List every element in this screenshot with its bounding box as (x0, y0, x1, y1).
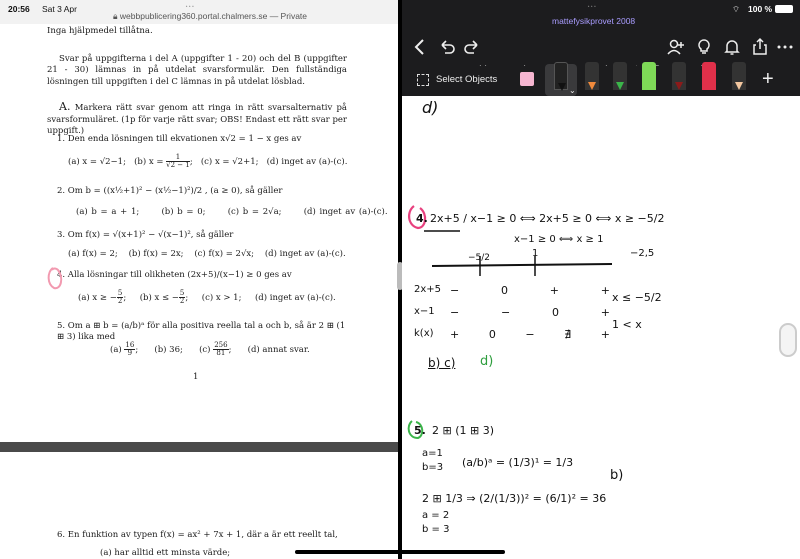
sign-cell: − (450, 284, 460, 297)
q2-options (76, 207, 388, 218)
sign-cell: − (501, 306, 511, 319)
ink-value-minus-2-5: −2,5 (630, 248, 655, 259)
ink-b3-second: b = 3 (422, 524, 450, 535)
pdf-page-1 (0, 24, 398, 442)
lightbulb-icon[interactable] (694, 37, 714, 57)
lock-icon: 🔒︎ (112, 11, 118, 21)
q4-option-d: (d) inget av (a)-(c). (254, 293, 336, 303)
ink-a2: a = 2 (422, 510, 450, 521)
sign-cell: + (600, 284, 610, 297)
number-line (432, 264, 612, 266)
lasso-select-icon[interactable] (417, 74, 429, 86)
q2-option-c: (c) b = 2√a; (227, 207, 282, 217)
add-pen-icon[interactable]: + (762, 68, 774, 90)
sign-cell: 0 (552, 306, 559, 319)
q1-option-a: (a) x = √2−1; (68, 157, 126, 167)
pdf-line-helper: Inga hjälpmedel tillåtna. (47, 26, 153, 36)
question-3: 3. Om f(x) = √(x+1)² − √(x−1)², så gäller (57, 230, 234, 240)
pen-black[interactable] (554, 62, 568, 90)
onenote-canvas[interactable] (402, 96, 800, 559)
ink-calc-2: 2 ⊞ 1/3 ⇒ (2/(1/3))² = (6/1)² = 36 (422, 492, 607, 505)
canvas-scroll-handle[interactable] (779, 323, 797, 357)
pdf-intro: Svar på uppgifterna i del A (uppgifter 1 - 20) och del B (uppgifter 21 - 30) lämnas in på utdelat svarsformulär. Den fullständiga lösningen till uppgiften i del C lämnas in på utdelat lösblad. (47, 54, 347, 87)
ink-d-green: d) (480, 354, 494, 369)
chevron-down-icon[interactable]: ⌄ (569, 86, 576, 95)
status-date: Sat 3 Apr (42, 4, 77, 14)
q4-options: (a) x ≥ − $\frac{5}{2}$ ; (b) x ≤ − $\frac{5}{2}$ ; (c) x > 1; (d) inget av (a)-(c). (78, 289, 336, 305)
pen-dark-red[interactable] (672, 62, 686, 90)
ink-q4-sub: x−1 ≥ 0 ⟺ x ≥ 1 (514, 234, 604, 245)
q3-option-c: (c) f(x) = 2√x; (194, 249, 255, 259)
pen-green[interactable] (613, 62, 627, 90)
q3-option-d: (d) inget av (a)-(c). (264, 249, 346, 259)
ink-result-1: x ≤ −5/2 (612, 291, 662, 304)
question-6: 6. En funktion av typen f(x) = ax² + 7x + 1, där a är ett reellt tal, (57, 530, 338, 540)
ink-q4-inequality: 2x+5 / x−1 ≥ 0 ⟺ 2x+5 ≥ 0 ⟺ x ≥ −5/2 (430, 212, 665, 225)
q5-option-d: (d) annat svar. (247, 345, 310, 355)
private-label: — Private (269, 11, 308, 21)
sign-cell: 0 (501, 284, 508, 297)
sign-row-label-3: k(x) (414, 328, 434, 339)
q1-options: (a) x = √2−1; (b) x = $\frac{1}{√2 - 1}$ ; (c) x = √2+1; (d) inget av (a)-(c). (68, 153, 348, 169)
ink-d-top: d) (422, 98, 439, 117)
part-a-text: Markera rätt svar genom att ringa in rätt svarsalternativ på svarsformuläret. (1p för varje rätt svar; OBS! Endast ett rätt svar per uppgift.) (47, 103, 348, 137)
status-time: 20:56 (8, 4, 30, 14)
ink-q5-number: 5. (414, 424, 426, 437)
pdf-part-a (47, 100, 347, 138)
multitask-dots-icon-right[interactable]: ··· (587, 2, 597, 13)
ink-q4-number: 4. (416, 212, 428, 225)
pdf-page-2 (0, 452, 398, 559)
sign-cell: + (549, 284, 559, 297)
sign-cell: + (600, 306, 610, 319)
q1-fraction: $\frac{1}{√2 - 1}$ (166, 153, 190, 169)
q1-option-d: (d) inget av (a)-(c). (266, 157, 348, 167)
q2-option-b: (b) b = 0; (161, 207, 206, 217)
redo-icon[interactable] (462, 37, 482, 57)
sign-cell: − (450, 306, 460, 319)
q6-option-a: (a) har alltid ett minsta värde; (100, 548, 231, 558)
sign-cell: ∄ (564, 328, 572, 341)
eraser-icon[interactable] (520, 72, 534, 86)
pen-skin[interactable] (732, 62, 746, 90)
battery-percent: 100 % (748, 4, 773, 14)
multitask-dots-icon[interactable]: ··· (185, 2, 195, 13)
ink-b-label: b) (610, 468, 624, 483)
ink-a1: a=1 (422, 448, 443, 459)
undo-icon[interactable] (437, 37, 457, 57)
q5-option-b: (b) 36; (154, 345, 183, 355)
ink-neg52: −5/2 (468, 253, 491, 263)
q5-options: (a) $\frac{16}{9}$ ; (b) 36; (c) $\frac{256}{81}$ ; (d) annat svar. (110, 341, 310, 357)
part-a-label: A. (59, 100, 71, 113)
sign-cell: + (450, 328, 460, 341)
pen-orange[interactable] (585, 62, 599, 90)
sign-row-1 (450, 284, 610, 297)
more-icon[interactable] (775, 37, 795, 57)
q3-option-a: (a) f(x) = 2; (68, 249, 118, 259)
question-5: 5. Om a ⊞ b = (a/b)ᵃ för alla positiva reella tal a och b, så är 2 ⊞ (1 ⊞ 3) lika med (57, 321, 346, 343)
q5-option-c: (c) (199, 345, 211, 355)
select-objects-button[interactable]: Select Objects (436, 74, 498, 85)
wifi-icon: ︎⌔ (732, 4, 740, 14)
sign-row-3 (450, 328, 610, 341)
sign-cell: − (525, 328, 535, 341)
pink-circle-annotation (44, 264, 72, 292)
q4-option-c: (c) x > 1; (201, 293, 242, 303)
safari-url-bar[interactable] (110, 11, 310, 22)
q2-option-d: (d) inget av (a)-(c). (303, 207, 388, 217)
q2-option-a: (a) b = a + 1; (76, 207, 140, 217)
person-add-icon[interactable] (666, 37, 686, 57)
highlighter-red[interactable] (702, 62, 716, 90)
sign-row-2 (450, 306, 610, 319)
ink-calc-1: (a/b)ᵃ = (1/3)¹ = 1/3 (462, 456, 574, 469)
notebook-title: mattefysikprovet 2008 (552, 16, 636, 26)
sign-row-label-1: 2x+5 (414, 284, 442, 295)
ink-q5-expr: 2 ⊞ (1 ⊞ 3) (432, 424, 494, 437)
question-1: 1. Den enda lösningen till ekvationen x√2 = 1 − x ges av (57, 134, 302, 144)
q1-option-c: (c) x = √2+1; (200, 157, 259, 167)
q3-options (68, 249, 368, 260)
q5-option-a: (a) (110, 345, 122, 355)
ink-result-2: 1 < x (612, 318, 642, 331)
sign-row-label-2: x−1 (414, 306, 435, 317)
battery-icon (775, 5, 793, 13)
home-indicator[interactable] (295, 550, 505, 554)
pdf-page-gap (0, 442, 398, 452)
bell-icon[interactable] (722, 37, 742, 57)
ink-b3: b=3 (422, 462, 444, 473)
sign-cell: + (600, 328, 610, 341)
ink-one: 1 (532, 248, 539, 259)
q4-option-a: (a) x ≥ − (78, 293, 117, 303)
sign-cell: 0 (488, 328, 496, 341)
q1-option-b: (b) x = (134, 157, 164, 167)
question-4: 4. Alla lösningar till olikheten (2x+5)/(x−1) ≥ 0 ges av (57, 270, 292, 280)
ink-bc: b) c) (428, 356, 456, 370)
url-text: webbpublicering360.portal.chalmers.se (119, 11, 268, 21)
pdf-page-number: 1 (193, 372, 199, 382)
back-icon[interactable] (410, 37, 430, 57)
question-2: 2. Om b = ((x½+1)² − (x½−1)²)/2 , (a ≥ 0), så gäller (57, 186, 283, 196)
q4-option-b: (b) x ≤ − (139, 293, 179, 303)
share-icon[interactable] (750, 37, 770, 57)
q3-option-b: (b) f(x) = 2x; (128, 249, 184, 259)
highlighter-green[interactable] (642, 62, 656, 90)
